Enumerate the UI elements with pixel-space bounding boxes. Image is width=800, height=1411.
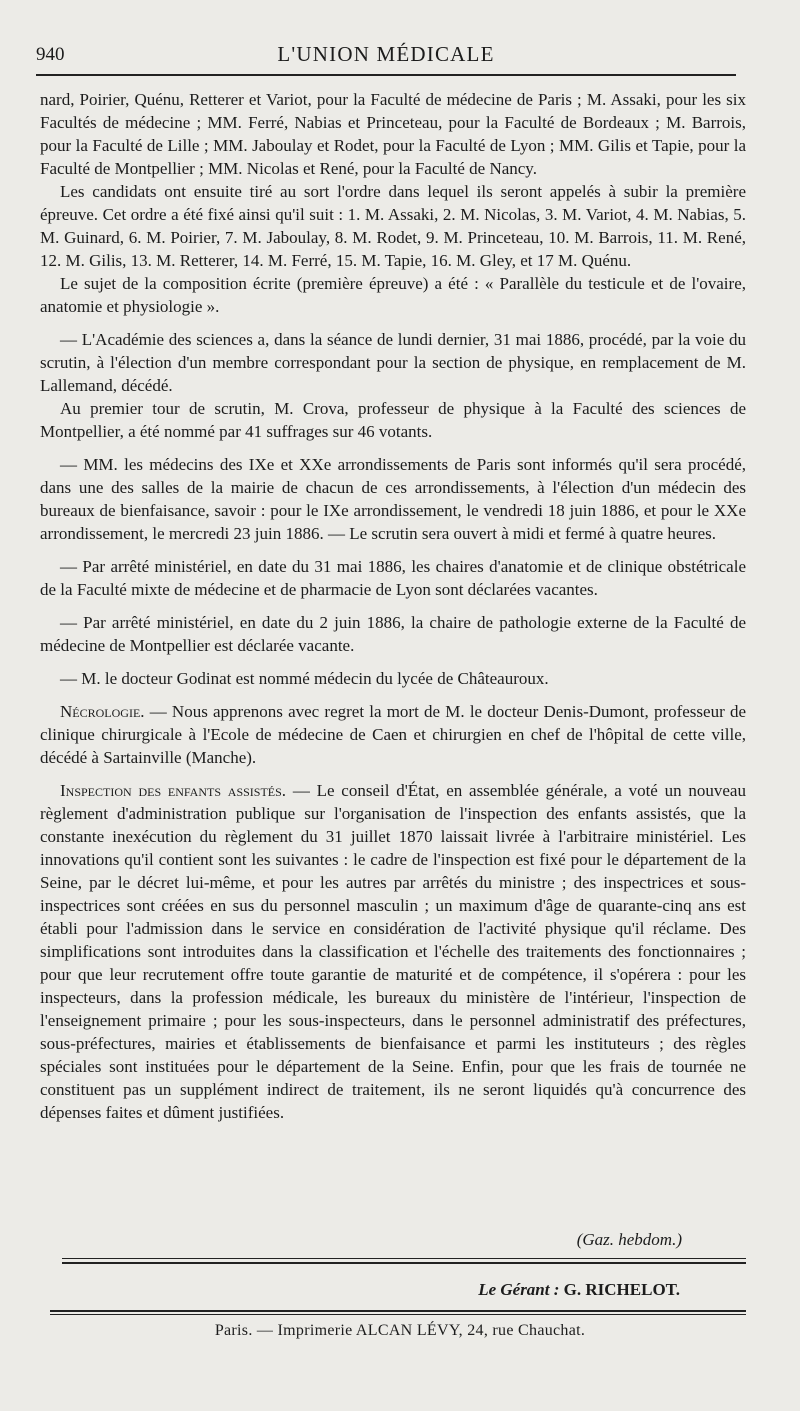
running-title: L'UNION MÉDICALE — [277, 42, 495, 66]
paragraph-foundling-inspection — [40, 779, 746, 1124]
signature-rule-thick — [62, 1262, 746, 1264]
paragraph-academy-sciences: — L'Académie des sciences a, dans la séance de lundi dernier, 31 mai 1886, procédé, par la voie du scrutin, à l'élection d'un membre correspondant pour la section de physique, en remplacement de M. Lallemand, décédé. — [40, 330, 746, 395]
source-citation: (Gaz. hebdom.) — [576, 1230, 682, 1249]
paragraph-exam-subject: Le sujet de la composition écrite (première épreuve) a été : « Parallèle du testicule et de l'ovaire, anatomie et physiologie ». — [40, 274, 746, 316]
inspection-text: — Le conseil d'État, en assemblée générale, a voté un nouveau règlement d'administration publique sur l'organisation de l'inspection des enfants assistés, que la constante inexécution du règlement du 31 juillet 1870 laissait livrée à l'arbitraire ministériel. Les innovations qu'il contient sont les suivantes : le cadre de l'inspection est fixé pour le département de la Seine, par le décret lui-même, et pour les autres par arrêtés du ministre ; des inspectrices et sous-inspectrices sont créées en sus du personnel masculin ; un maximum d'âge de quarante-cinq ans est établi pour l'admission dans le service en considération de l'activité physique qu'il réclame. Des simplifications sont introduites dans la classification et l'échelle des traitements des fonctionnaires ; pour que leur recrutement offre toute garantie de maturité et de compétence, il s'opérera : pour les inspecteurs, dans la profession médicale, les bureaux du ministère de l'intérieur, l'inspection de l'enseignement primaire ; pour les sous-inspecteurs, dans le personnel administratif des préfectures, sous-préfectures, mairies et établissements de bienfaisance et parmi les instituteurs ; des règles spéciales sont instituées pour le département de la Seine. Enfin, pour que les frais de tournée ne constituent pas un supplément indirect de traitement, ils ne seront liquidés qu'à concurrence des dépenses faites et dûment justifiées. — [40, 781, 746, 1122]
signature-rule-thin — [62, 1258, 746, 1259]
paragraph-welfare-election: — MM. les médecins des IXe et XXe arrondissements de Paris sont informés qu'il sera procédé, dans une des salles de la mairie de chacun de ces arrondissements, à l'élection d'un médecin des bureaux de bienfaisance, savoir : pour le IXe arrondissement, le vendredi 18 juin 1886, et pour le XXe arrondissement, le mercredi 23 juin 1886. — Le scrutin sera ouvert à midi et fermé à quatre heures. — [40, 455, 746, 543]
paragraph-draw-order: Les candidats ont ensuite tiré au sort l'ordre dans lequel ils seront appelés à subir la première épreuve. Cet ordre a été fixé ainsi qu'il suit : 1. M. Assaki, 2. M. Nicolas, 3. M. Variot, 4. M. Nabias, 5. M. Guinard, 6. M. Poirier, 7. M. Jaboulay, 8. M. Rodet, 9. M. Princeteau, 10. M. Barrois, 11. M. René, 12. M. Gilis, 13. M. Retterer, 14. M. Ferré, 15. M. Tapie, 16. M. Gley, et 17 M. Quénu. — [40, 182, 746, 270]
header-rule — [36, 74, 736, 76]
paragraph-godinat: — M. le docteur Godinat est nommé médecin du lycée de Châteauroux. — [60, 669, 549, 688]
footer-rule-thin — [50, 1314, 746, 1315]
necrology-heading: Nécrologie. — [60, 702, 145, 721]
paragraph-first-round: Au premier tour de scrutin, M. Crova, professeur de physique à la Faculté des sciences de Montpellier, a été nommé par 41 suffrages sur 46 votants. — [40, 399, 746, 441]
inspection-heading: Inspection des enfants assistés. — [60, 781, 287, 800]
paragraph-lyon-chairs: — Par arrêté ministériel, en date du 31 mai 1886, les chaires d'anatomie et de clinique obstétricale de la Faculté mixte de médecine et de pharmacie de Lyon sont déclarées vacantes. — [40, 557, 746, 599]
manager-name: G. RICHELOT. — [563, 1280, 680, 1299]
article-body — [40, 88, 746, 1124]
manager-signature — [478, 1280, 680, 1300]
necrology-text: — Nous apprenons avec regret la mort de M. le docteur Denis-Dumont, professeur de clinique chirurgicale à l'Ecole de médecine de Caen et chirurgien en chef de l'hôpital de cette ville, décédé à Sartainville (Manche). — [40, 702, 746, 767]
paragraph-montpellier-chair: — Par arrêté ministériel, en date du 2 juin 1886, la chaire de pathologie externe de la Faculté de médecine de Montpellier est déclarée vacante. — [40, 613, 746, 655]
page-number: 940 — [36, 44, 65, 65]
printer-imprint: Paris. — Imprimerie ALCAN LÉVY, 24, rue Chauchat. — [214, 1322, 586, 1339]
manager-role: Le Gérant : — [478, 1280, 560, 1299]
paragraph-necrology — [40, 700, 746, 769]
footer-rule-thick — [50, 1310, 746, 1312]
paragraph-examiners: nard, Poirier, Quénu, Retterer et Variot, pour la Faculté de médecine de Paris ; M. Assaki, pour les six Facultés de médecine ; MM. Ferré, Nabias et Princeteau, pour la Faculté de Bordeaux ; M. Barrois, pour la Faculté de Lille ; MM. Jaboulay et Rodet, pour la Faculté de Lyon ; MM. Gilis et Tapie, pour la Faculté de Montpellier ; MM. Nicolas et René, pour la Faculté de Nancy. — [40, 90, 746, 178]
page-header — [36, 36, 736, 66]
